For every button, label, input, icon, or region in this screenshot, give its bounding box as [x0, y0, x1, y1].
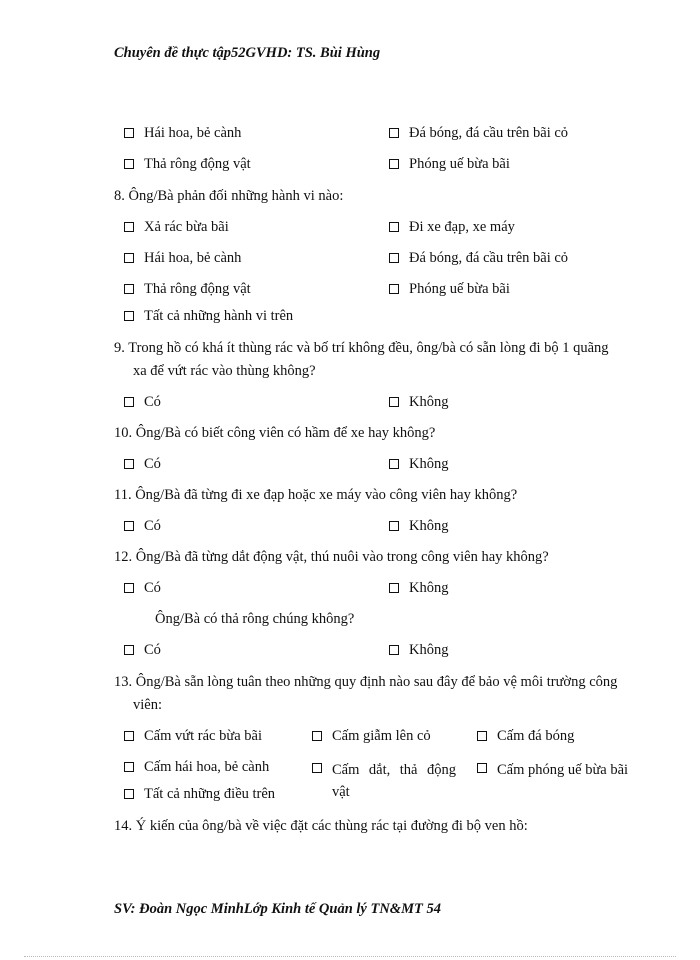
q8-option-di-xe[interactable]: Đi xe đạp, xe máy	[389, 219, 515, 236]
q13-option-giam-co[interactable]: Cấm giẫm lên cỏ	[312, 728, 431, 745]
checkbox-icon	[124, 159, 134, 169]
checkbox-icon	[312, 763, 322, 773]
checkbox-icon	[124, 284, 134, 294]
question-11: 11. Ông/Bà đã từng đi xe đạp hoặc xe máy vào công viên hay không?	[114, 487, 518, 503]
q13-option-tat-ca[interactable]: Tất cả những điều trên	[124, 786, 275, 803]
checkbox-icon	[389, 128, 399, 138]
q8-option-da-bong[interactable]: Đá bóng, đá cầu trên bãi cỏ	[389, 250, 568, 267]
checkbox-icon	[124, 311, 134, 321]
q13-option-vut-rac[interactable]: Cấm vứt rác bừa bãi	[124, 728, 262, 745]
checkbox-icon	[124, 222, 134, 232]
checkbox-icon	[389, 645, 399, 655]
checkbox-icon	[389, 284, 399, 294]
q10-option-co[interactable]: Có	[124, 456, 161, 473]
checkbox-icon	[124, 128, 134, 138]
checkbox-icon	[124, 397, 134, 407]
checkbox-icon	[124, 521, 134, 531]
checkbox-icon	[124, 789, 134, 799]
q11-option-khong[interactable]: Không	[389, 518, 448, 535]
checkbox-icon	[477, 731, 487, 741]
page-bottom-divider	[24, 956, 676, 957]
question-13-line-2: viên:	[133, 697, 162, 713]
page-footer: SV: Đoàn Ngọc MinhLớp Kinh tế Quản lý TN&MT 54	[114, 901, 441, 917]
q7-option-tha-rong[interactable]: Thả rông động vật	[124, 156, 251, 173]
checkbox-icon	[124, 253, 134, 263]
page-header: Chuyên đề thực tập52GVHD: TS. Bùi Hùng	[114, 45, 381, 61]
q9-option-khong[interactable]: Không	[389, 394, 448, 411]
q13-option-dat-dong-vat[interactable]: Cấm dắt, thả động vật	[312, 759, 456, 803]
checkbox-icon	[389, 521, 399, 531]
q11-option-co[interactable]: Có	[124, 518, 161, 535]
q13-option-hai-hoa[interactable]: Cấm hái hoa, bẻ cành	[124, 759, 269, 776]
q7-option-phong-ue[interactable]: Phóng uế bừa bãi	[389, 156, 510, 173]
checkbox-icon	[124, 762, 134, 772]
q7-option-da-bong[interactable]: Đá bóng, đá cầu trên bãi cỏ	[389, 125, 568, 142]
checkbox-icon	[124, 645, 134, 655]
question-9-line-1: 9. Trong hồ có khá ít thùng rác và bố trí không đều, ông/bà có sẵn lòng đi bộ 1 quãng	[114, 340, 609, 356]
question-12-sub: Ông/Bà có thả rông chúng không?	[155, 611, 355, 627]
q12-sub-option-khong[interactable]: Không	[389, 642, 448, 659]
question-10: 10. Ông/Bà có biết công viên có hầm để xe hay không?	[114, 425, 436, 441]
checkbox-icon	[389, 159, 399, 169]
q13-option-da-bong[interactable]: Cấm đá bóng	[477, 728, 574, 745]
q8-option-hai-hoa[interactable]: Hái hoa, bẻ cành	[124, 250, 241, 267]
q7-option-hai-hoa[interactable]: Hái hoa, bẻ cành	[124, 125, 241, 142]
checkbox-icon	[124, 731, 134, 741]
question-12: 12. Ông/Bà đã từng dắt động vật, thú nuôi vào trong công viên hay không?	[114, 549, 549, 565]
q10-option-khong[interactable]: Không	[389, 456, 448, 473]
q13-option-phong-ue[interactable]: Cấm phóng uế bừa bãi	[477, 759, 629, 781]
q8-option-phong-ue[interactable]: Phóng uế bừa bãi	[389, 281, 510, 298]
q12-option-co[interactable]: Có	[124, 580, 161, 597]
checkbox-icon	[389, 583, 399, 593]
question-8: 8. Ông/Bà phản đối những hành vi nào:	[114, 188, 344, 204]
question-13-line-1: 13. Ông/Bà sẵn lòng tuân theo những quy định nào sau đây để bảo vệ môi trường công	[114, 674, 618, 690]
question-14: 14. Ý kiến của ông/bà về việc đặt các thùng rác tại đường đi bộ ven hồ:	[114, 818, 528, 834]
checkbox-icon	[477, 763, 487, 773]
checkbox-icon	[389, 222, 399, 232]
checkbox-icon	[389, 459, 399, 469]
q8-option-xa-rac[interactable]: Xả rác bừa bãi	[124, 219, 229, 236]
checkbox-icon	[312, 731, 322, 741]
checkbox-icon	[124, 459, 134, 469]
q8-option-tat-ca[interactable]: Tất cả những hành vi trên	[124, 308, 293, 325]
q9-option-co[interactable]: Có	[124, 394, 161, 411]
checkbox-icon	[389, 397, 399, 407]
question-9-line-2: xa để vứt rác vào thùng không?	[133, 363, 316, 379]
checkbox-icon	[389, 253, 399, 263]
checkbox-icon	[124, 583, 134, 593]
q8-option-tha-rong[interactable]: Thả rông động vật	[124, 281, 251, 298]
q12-option-khong[interactable]: Không	[389, 580, 448, 597]
q12-sub-option-co[interactable]: Có	[124, 642, 161, 659]
